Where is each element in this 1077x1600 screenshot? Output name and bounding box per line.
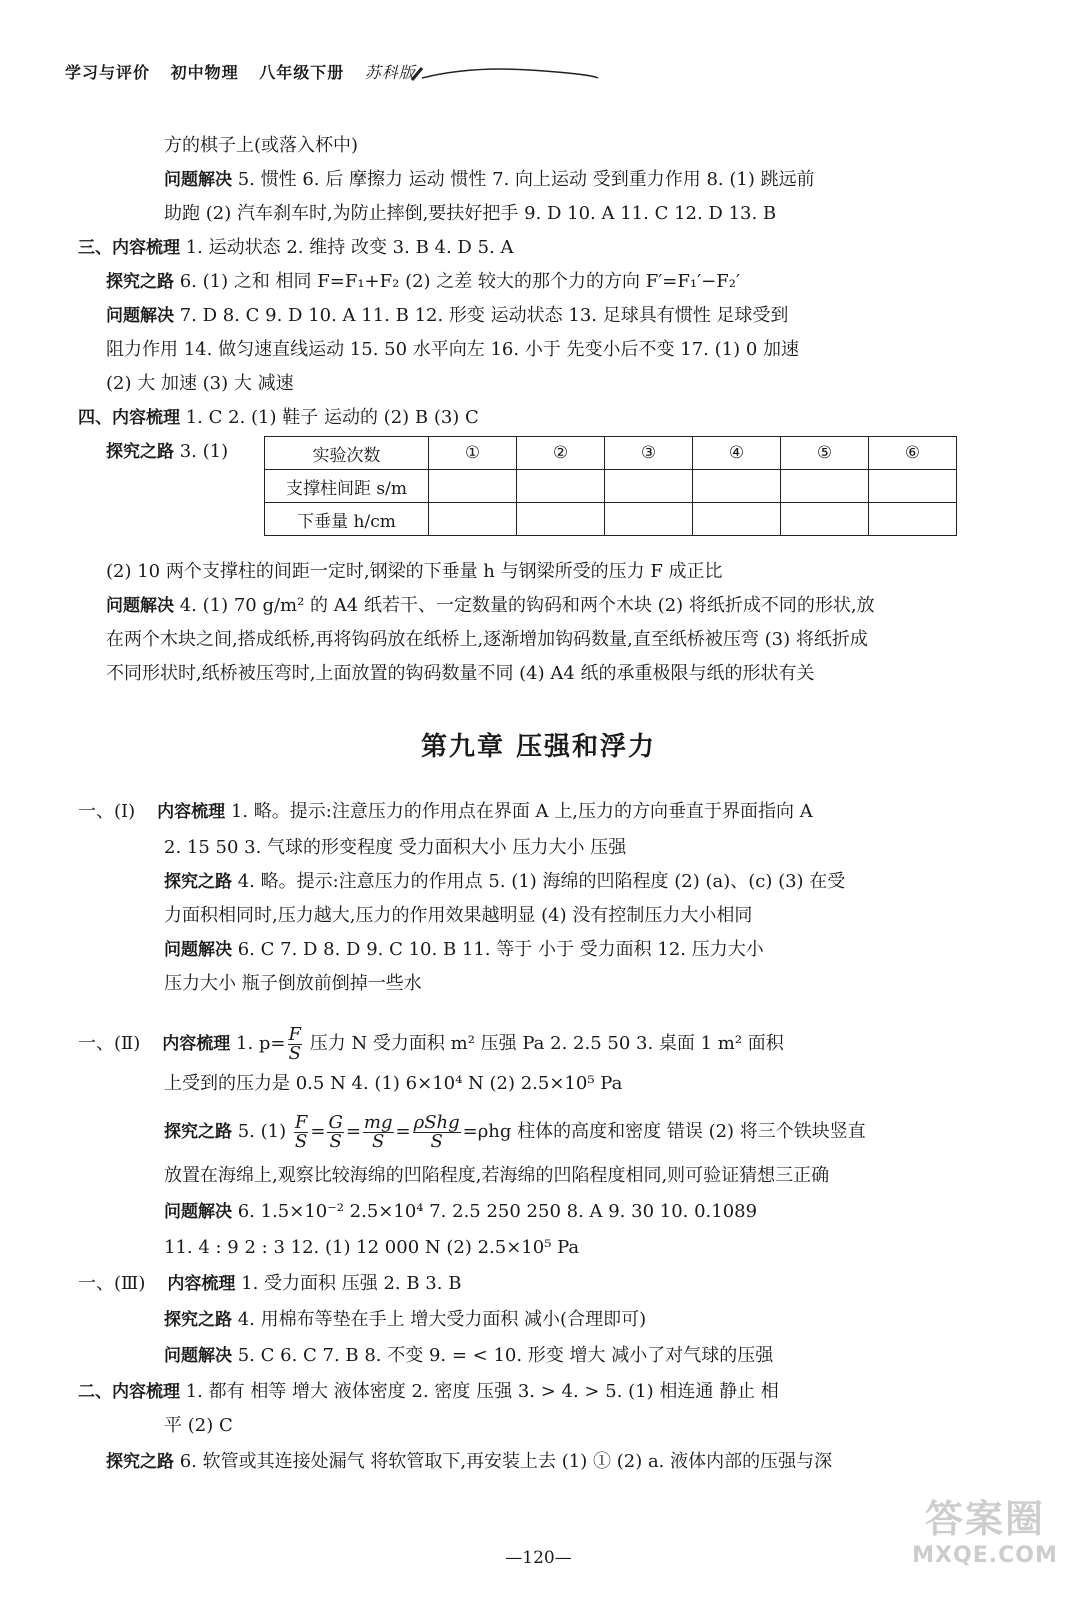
table-row-label: 下垂量 h/cm (265, 503, 429, 536)
table-header-cell: ④ (693, 437, 781, 470)
answer-line: 一、(Ⅲ) 内容梳理 1. 受力面积 压强 2. B 3. B (78, 1273, 462, 1294)
answer-line: 压力大小 瓶子倒放前倒掉一些水 (164, 973, 422, 994)
section-label: 内容梳理 (157, 802, 226, 822)
experiment-table (264, 436, 957, 536)
fraction: $\frac{\text{ρShg}}{S}$ (413, 1111, 460, 1152)
answer-line: (2) 10 两个支撑柱的间距一定时,钢梁的下垂量 h 与钢梁所受的压力 F 成正比 (106, 561, 723, 582)
table-row (265, 470, 957, 503)
answer-line: 三、内容梳理 1. 运动状态 2. 维持 改变 3. B 4. D 5. A (78, 237, 514, 258)
subject: 初中物理 (170, 63, 239, 82)
section-label: 探究之路 (106, 1452, 174, 1472)
answer-line: 问题解决 5. 惯性 6. 后 摩擦力 运动 惯性 7. 向上运动 受到重力作用 8. (1) 跳远前 (164, 169, 815, 190)
answer-line: 一、(Ⅰ) 内容梳理 1. 略。提示:注意压力的作用点在界面 A 上,压力的方向垂直于界面指向 A (78, 801, 813, 822)
answer-line: 探究之路 6. (1) 之和 相同 F=F₁+F₂ (2) 之差 较大的那个力的方向 F′=F₁′−F₂′ (106, 271, 741, 292)
answer-line: 助跑 (2) 汽车刹车时,为防止摔倒,要扶好把手 9. D 10. A 11. C 12. D 13. B (164, 203, 777, 224)
answer-line: 上受到的压力是 0.5 N 4. (1) 6×10⁴ N (2) 2.5×10⁵ Pa (164, 1073, 623, 1094)
answer-line: 方的棋子上(或落入杯中) (164, 135, 359, 156)
section-label: 四、内容梳理 (78, 408, 180, 428)
table-header-cell: ⑥ (869, 437, 957, 470)
book-title: 学习与评价 (65, 63, 151, 82)
section-label: 问题解决 (106, 596, 174, 616)
section-label: 内容梳理 (162, 1034, 231, 1054)
running-header (65, 60, 430, 83)
answer-line: 探究之路 5. (1) $\frac{F}{S}$ = $\frac{G}{S}$ = $\frac{mg}{S}$ = $\frac{\text{ρShg}}{S}$ =ρhg 柱体的高度和密度 错误 (2) 将三个铁块竖直 (164, 1111, 866, 1152)
answer-line: 问题解决 4. (1) 70 g/m² 的 A4 纸若干、一定数量的钩码和两个木块 (2) 将纸折成不同的形状,放 (106, 595, 875, 616)
fraction: $\frac{F}{S}$ (294, 1111, 308, 1152)
table-header-cell: ⑤ (781, 437, 869, 470)
answer-line: 问题解决 7. D 8. C 9. D 10. A 11. B 12. 形变 运动状态 13. 足球具有惯性 足球受到 (106, 305, 789, 326)
answer-line: 问题解决 6. 1.5×10⁻² 2.5×10⁴ 7. 2.5 250 250 8. A 9. 30 10. 0.1089 (164, 1201, 758, 1222)
fraction: $\frac{F}{S}$ (288, 1023, 302, 1064)
section-label: 问题解决 (164, 170, 232, 190)
answer-line: 不同形状时,纸桥被压弯时,上面放置的钩码数量不同 (4) A4 纸的承重极限与纸的形状有关 (106, 663, 815, 684)
table-header-cell: ② (517, 437, 605, 470)
table-row (265, 437, 957, 470)
answer-line: 二、内容梳理 1. 都有 相等 增大 液体密度 2. 密度 压强 3. > 4. > 5. (1) 相连通 静止 相 (78, 1381, 779, 1402)
fraction: $\frac{G}{S}$ (328, 1111, 343, 1152)
answer-line: 问题解决 6. C 7. D 8. D 9. C 10. B 11. 等于 小于 受力面积 12. 压力大小 (164, 939, 764, 960)
table-row (265, 503, 957, 536)
table-header-cell: ① (429, 437, 517, 470)
pen-stroke-decoration (410, 64, 600, 84)
answer-line: 探究之路 6. 软管或其连接处漏气 将软管取下,再安装上去 (1) ① (2) a. 液体内部的压强与深 (106, 1451, 833, 1472)
fraction: $\frac{mg}{S}$ (363, 1111, 393, 1152)
section-label: 内容梳理 (167, 1274, 236, 1294)
section-label: 探究之路 (164, 872, 232, 892)
answer-line: 探究之路 4. 略。提示:注意压力的作用点 5. (1) 海绵的凹陷程度 (2) (a)、(c) (3) 在受 (164, 871, 846, 892)
answer-line: 探究之路 3. (1) (106, 441, 229, 462)
answer-line: 四、内容梳理 1. C 2. (1) 鞋子 运动的 (2) B (3) C (78, 407, 479, 428)
table-header-cell: 实验次数 (265, 437, 429, 470)
section-label: 问题解决 (164, 940, 232, 960)
answer-line: 在两个木块之间,搭成纸桥,再将钩码放在纸桥上,逐渐增加钩码数量,直至纸桥被压弯 (3) 将纸折成 (106, 629, 868, 650)
answer-line: 探究之路 4. 用棉布等垫在手上 增大受力面积 减小(合理即可) (164, 1309, 647, 1330)
grade: 八年级下册 (259, 63, 345, 82)
chapter-title: 第九章 压强和浮力 (420, 732, 657, 762)
answer-line: 2. 15 50 3. 气球的形变程度 受力面积大小 压力大小 压强 (164, 837, 627, 858)
section-label: 探究之路 (106, 272, 174, 292)
answer-line: 问题解决 5. C 6. C 7. B 8. 不变 9. = < 10. 形变 增大 减小了对气球的压强 (164, 1345, 774, 1366)
edition: 苏科版 (364, 63, 416, 82)
answer-line: 阻力作用 14. 做匀速直线运动 15. 50 水平向左 16. 小于 先变小后不变 17. (1) 0 加速 (106, 339, 800, 360)
section-label: 探究之路 (164, 1122, 232, 1142)
section-label: 问题解决 (106, 306, 174, 326)
answer-line: 力面积相同时,压力越大,压力的作用效果越明显 (4) 没有控制压力大小相同 (164, 905, 753, 926)
page-number: —120— (505, 1548, 572, 1568)
answer-line: 一、(Ⅱ) 内容梳理 1. p= $\frac{F}{S}$ 压力 N 受力面积 m² 压强 Pa 2. 2.5 50 3. 桌面 1 m² 面积 (78, 1023, 784, 1064)
answer-line: 11. 4 : 9 2 : 3 12. (1) 12 000 N (2) 2.5×10⁵ Pa (164, 1237, 580, 1258)
watermark: 答案圈 MXQE.COM (912, 1497, 1058, 1568)
answer-line: (2) 大 加速 (3) 大 减速 (106, 373, 294, 394)
section-label: 问题解决 (164, 1346, 232, 1366)
table-header-cell: ③ (605, 437, 693, 470)
section-label: 探究之路 (164, 1310, 232, 1330)
section-label: 问题解决 (164, 1202, 232, 1222)
answer-line: 放置在海绵上,观察比较海绵的凹陷程度,若海绵的凹陷程度相同,则可验证猜想三正确 (164, 1165, 830, 1186)
table-row-label: 支撑柱间距 s/m (265, 470, 429, 503)
answer-line: 平 (2) C (164, 1415, 233, 1436)
section-label: 二、内容梳理 (78, 1382, 180, 1402)
section-label: 三、内容梳理 (78, 238, 180, 258)
section-label: 探究之路 (106, 442, 174, 462)
